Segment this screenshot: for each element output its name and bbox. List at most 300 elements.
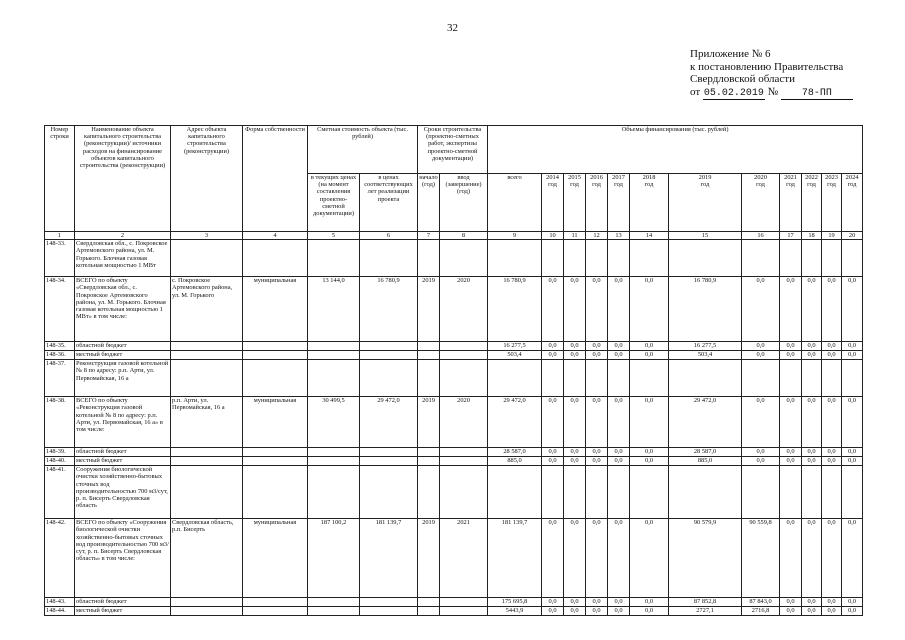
table-row: [45, 466, 863, 519]
year-value-cell: 0,0: [780, 342, 802, 351]
row-number-cell: 148-44.: [45, 607, 75, 616]
end-year-cell: [440, 598, 488, 607]
year-value-cell: [742, 360, 780, 397]
year-value-cell: 0,0: [564, 607, 586, 616]
year-value-cell: 87 843,0: [742, 598, 780, 607]
cost-current-cell: [308, 457, 360, 466]
year-value-cell: 0,0: [822, 519, 842, 598]
year-value-cell: 0,0: [608, 277, 630, 342]
header-estimated-cost: Сметная стоимость объекта (тыс. рублей): [308, 126, 418, 174]
column-number: 1: [45, 232, 75, 240]
year-value-cell: [802, 360, 822, 397]
cost-forecast-cell: [360, 342, 418, 351]
year-value-cell: 0,0: [586, 448, 608, 457]
header-year: 2023 год: [822, 174, 842, 232]
year-value-cell: 0,0: [802, 277, 822, 342]
object-name-cell: Реконструкция газовой котельной № 8 по адресу: р.п. Арти, ул. Первомайская, 16 а: [75, 360, 171, 397]
ownership-cell: [243, 351, 308, 360]
cost-forecast-cell: [360, 448, 418, 457]
year-value-cell: [630, 360, 669, 397]
cost-forecast-cell: 29 472,0: [360, 397, 418, 448]
end-year-cell: [440, 607, 488, 616]
year-value-cell: [742, 466, 780, 519]
address-cell: [171, 607, 243, 616]
start-year-cell: [418, 598, 440, 607]
address-cell: [171, 448, 243, 457]
year-value-cell: 0,0: [802, 397, 822, 448]
year-value-cell: [742, 240, 780, 277]
year-value-cell: 0,0: [564, 277, 586, 342]
cost-current-cell: 30 499,5: [308, 397, 360, 448]
end-year-cell: 2021: [440, 519, 488, 598]
year-value-cell: 87 852,8: [669, 598, 742, 607]
year-value-cell: 0,0: [780, 397, 802, 448]
year-value-cell: [608, 240, 630, 277]
year-value-cell: [542, 466, 564, 519]
year-value-cell: 0,0: [586, 457, 608, 466]
header-row-number: Номер строки: [45, 126, 75, 232]
cost-current-cell: [308, 351, 360, 360]
year-value-cell: 0,0: [630, 598, 669, 607]
row-number-cell: 148-43.: [45, 598, 75, 607]
row-number-cell: 148-41.: [45, 466, 75, 519]
header-year: 2015 год: [564, 174, 586, 232]
start-year-cell: 2019: [418, 277, 440, 342]
cost-current-cell: [308, 240, 360, 277]
header-cost-current: в текущих ценах (на момент составления проектно-сметной документации): [308, 174, 360, 232]
year-value-cell: 0,0: [542, 397, 564, 448]
table-row: [45, 397, 863, 448]
year-value-cell: 0,0: [542, 351, 564, 360]
year-value-cell: [564, 240, 586, 277]
column-number: 6: [360, 232, 418, 240]
year-value-cell: 0,0: [608, 519, 630, 598]
year-value-cell: 16 277,5: [669, 342, 742, 351]
row-number-cell: 148-42.: [45, 519, 75, 598]
year-value-cell: 0,0: [780, 598, 802, 607]
year-value-cell: 0,0: [780, 607, 802, 616]
cost-forecast-cell: [360, 360, 418, 397]
end-year-cell: [440, 240, 488, 277]
year-value-cell: 0,0: [822, 457, 842, 466]
table-row: [45, 351, 863, 360]
end-year-cell: 2020: [440, 397, 488, 448]
year-value-cell: [780, 466, 802, 519]
year-value-cell: [608, 466, 630, 519]
cost-current-cell: [308, 466, 360, 519]
table-row: [45, 598, 863, 607]
total-cell: 503,4: [488, 351, 542, 360]
year-value-cell: 0,0: [802, 457, 822, 466]
total-cell: [488, 240, 542, 277]
year-value-cell: 0,0: [802, 448, 822, 457]
column-number: 16: [742, 232, 780, 240]
year-value-cell: 0,0: [780, 277, 802, 342]
appendix-number: 78-ПП: [781, 89, 853, 100]
year-value-cell: 0,0: [742, 277, 780, 342]
year-value-cell: 0,0: [564, 598, 586, 607]
total-cell: 175 695,8: [488, 598, 542, 607]
ownership-cell: [243, 360, 308, 397]
header-object-name: Наименование объекта капитального строительства (реконструкции)/ источники расходов на финансирование объектов капитального строительства (реконструкции): [75, 126, 171, 232]
header-year: 2014 год: [542, 174, 564, 232]
total-cell: [488, 466, 542, 519]
year-value-cell: 0,0: [542, 519, 564, 598]
appendix-number-sign: №: [767, 85, 779, 98]
ownership-cell: [243, 448, 308, 457]
cost-current-cell: [308, 607, 360, 616]
year-value-cell: [822, 360, 842, 397]
column-numbers-row: [45, 232, 863, 240]
end-year-cell: [440, 351, 488, 360]
start-year-cell: [418, 457, 440, 466]
year-value-cell: 2716,8: [742, 607, 780, 616]
financing-table: [44, 125, 863, 616]
year-value-cell: [842, 466, 863, 519]
year-value-cell: 0,0: [842, 397, 863, 448]
appendix-date: 05.02.2019: [703, 87, 764, 99]
header-total: всего: [488, 174, 542, 232]
object-name-cell: Сооружения биологической очистки хозяйственно-бытовых сточных вод производительностью 700 м3/сут, р. п. Бисерть Свердловская область: [75, 466, 171, 519]
year-value-cell: [822, 240, 842, 277]
column-number: 10: [542, 232, 564, 240]
table-row: [45, 240, 863, 277]
object-name-cell: ВСЕГО по объекту «Сооружения биологической очистки хозяйственно-бытовых сточных вод производительностью 700 м3/сут, р. п. Бисерть Свердловская область» в том числе:: [75, 519, 171, 598]
year-value-cell: 0,0: [630, 351, 669, 360]
end-year-cell: [440, 466, 488, 519]
end-year-cell: 2020: [440, 277, 488, 342]
year-value-cell: 0,0: [842, 607, 863, 616]
year-value-cell: [542, 360, 564, 397]
year-value-cell: 0,0: [608, 397, 630, 448]
year-value-cell: 0,0: [780, 519, 802, 598]
year-value-cell: 0,0: [586, 607, 608, 616]
header-year: 2017 год: [608, 174, 630, 232]
year-value-cell: 90 559,8: [742, 519, 780, 598]
year-value-cell: 0,0: [842, 598, 863, 607]
column-number: 13: [608, 232, 630, 240]
year-value-cell: 0,0: [630, 397, 669, 448]
table-row: [45, 448, 863, 457]
year-value-cell: 0,0: [586, 342, 608, 351]
year-value-cell: 0,0: [822, 448, 842, 457]
column-number: 8: [440, 232, 488, 240]
start-year-cell: [418, 466, 440, 519]
object-name-cell: областной бюджет: [75, 448, 171, 457]
object-name-cell: ВСЕГО по объекту «Свердловская обл., с. Покровское Артемовского района, ул. М. Горького. Блочная газовая котельная мощностью 1 МВт» в том числе:: [75, 277, 171, 342]
year-value-cell: [842, 240, 863, 277]
year-value-cell: 0,0: [842, 277, 863, 342]
column-number: 11: [564, 232, 586, 240]
year-value-cell: [586, 466, 608, 519]
address-cell: [171, 342, 243, 351]
year-value-cell: 0,0: [842, 342, 863, 351]
ownership-cell: [243, 240, 308, 277]
header-cost-forecast: в ценах соответствующих лет реализации проекта: [360, 174, 418, 232]
year-value-cell: [608, 360, 630, 397]
year-value-cell: 16 780,9: [669, 277, 742, 342]
appendix-line-3: Свердловской области: [690, 73, 795, 85]
header-start: начало (год): [418, 174, 440, 232]
address-cell: [171, 466, 243, 519]
column-number: 4: [243, 232, 308, 240]
column-number: 3: [171, 232, 243, 240]
address-cell: [171, 360, 243, 397]
end-year-cell: [440, 448, 488, 457]
cost-current-cell: 187 100,2: [308, 519, 360, 598]
year-value-cell: [780, 360, 802, 397]
ownership-cell: [243, 598, 308, 607]
year-value-cell: 2727,1: [669, 607, 742, 616]
year-value-cell: 0,0: [542, 277, 564, 342]
year-value-cell: 0,0: [586, 397, 608, 448]
appendix-line-2: к постановлению Правительства: [690, 60, 844, 73]
cost-forecast-cell: [360, 240, 418, 277]
year-value-cell: 0,0: [542, 448, 564, 457]
year-value-cell: 0,0: [564, 457, 586, 466]
start-year-cell: [418, 351, 440, 360]
year-value-cell: 0,0: [586, 519, 608, 598]
year-value-cell: 0,0: [802, 519, 822, 598]
year-value-cell: 0,0: [822, 598, 842, 607]
year-value-cell: 0,0: [630, 457, 669, 466]
year-value-cell: 0,0: [608, 342, 630, 351]
object-name-cell: Свердловская обл., с. Покровское Артемовского района, ул. М. Горького. Блочная газовая котельная мощностью 1 МВт: [75, 240, 171, 277]
cost-forecast-cell: [360, 607, 418, 616]
table-row: [45, 360, 863, 397]
year-value-cell: 0,0: [802, 598, 822, 607]
year-value-cell: 0,0: [742, 448, 780, 457]
object-name-cell: местный бюджет: [75, 457, 171, 466]
header-address: Адрес объекта капитального строительства (реконструкции): [171, 126, 243, 232]
year-value-cell: 0,0: [802, 607, 822, 616]
year-value-cell: 0,0: [542, 598, 564, 607]
table-header: [45, 126, 863, 240]
year-value-cell: 0,0: [564, 351, 586, 360]
ownership-cell: [243, 457, 308, 466]
table-body: [45, 240, 863, 616]
end-year-cell: [440, 457, 488, 466]
year-value-cell: [669, 466, 742, 519]
header-year: 2021 год: [780, 174, 802, 232]
column-number: 19: [822, 232, 842, 240]
year-value-cell: 0,0: [608, 607, 630, 616]
year-value-cell: 0,0: [608, 448, 630, 457]
page-number: 32: [447, 22, 458, 34]
table-row: [45, 457, 863, 466]
year-value-cell: 0,0: [608, 598, 630, 607]
header-construction-terms: Сроки строительства (проектно-сметных работ, экспертизы проектно-сметной документации): [418, 126, 488, 174]
start-year-cell: [418, 342, 440, 351]
start-year-cell: [418, 607, 440, 616]
year-value-cell: 29 472,0: [669, 397, 742, 448]
cost-current-cell: [308, 342, 360, 351]
object-name-cell: местный бюджет: [75, 607, 171, 616]
year-value-cell: 0,0: [564, 342, 586, 351]
row-number-cell: 148-38.: [45, 397, 75, 448]
year-value-cell: [669, 360, 742, 397]
header-year: 2018 год: [630, 174, 669, 232]
object-name-cell: областной бюджет: [75, 342, 171, 351]
total-cell: 28 587,0: [488, 448, 542, 457]
table-row: [45, 519, 863, 598]
total-cell: 885,0: [488, 457, 542, 466]
cost-forecast-cell: [360, 598, 418, 607]
year-value-cell: [822, 466, 842, 519]
end-year-cell: [440, 360, 488, 397]
header-financing-volumes: Объемы финансирования (тыс. рублей): [488, 126, 863, 174]
year-value-cell: [586, 360, 608, 397]
header-end: ввод (завершение) (год): [440, 174, 488, 232]
total-cell: 29 472,0: [488, 397, 542, 448]
year-value-cell: 0,0: [780, 351, 802, 360]
cost-current-cell: [308, 360, 360, 397]
year-value-cell: 0,0: [630, 607, 669, 616]
year-value-cell: 503,4: [669, 351, 742, 360]
address-cell: [171, 598, 243, 607]
year-value-cell: 0,0: [586, 277, 608, 342]
year-value-cell: 0,0: [608, 457, 630, 466]
year-value-cell: [802, 466, 822, 519]
year-value-cell: 90 579,9: [669, 519, 742, 598]
year-value-cell: [564, 466, 586, 519]
address-cell: р.п. Арти, ул. Первомайская, 16 а: [171, 397, 243, 448]
year-value-cell: 0,0: [564, 519, 586, 598]
start-year-cell: [418, 360, 440, 397]
address-cell: с. Покровское Артемовского района, ул. М. Горького: [171, 277, 243, 342]
year-value-cell: [669, 240, 742, 277]
appendix-date-line: [690, 86, 853, 100]
total-cell: 16 780,9: [488, 277, 542, 342]
column-number: 9: [488, 232, 542, 240]
column-number: 15: [669, 232, 742, 240]
year-value-cell: 0,0: [586, 598, 608, 607]
year-value-cell: [630, 466, 669, 519]
row-number-cell: 148-37.: [45, 360, 75, 397]
cost-forecast-cell: [360, 457, 418, 466]
year-value-cell: 0,0: [842, 457, 863, 466]
year-value-cell: 885,0: [669, 457, 742, 466]
object-name-cell: областной бюджет: [75, 598, 171, 607]
year-value-cell: [542, 240, 564, 277]
year-value-cell: 0,0: [630, 448, 669, 457]
column-number: 7: [418, 232, 440, 240]
year-value-cell: 0,0: [842, 351, 863, 360]
header-year: 2016 год: [586, 174, 608, 232]
appendix-block: [690, 48, 853, 100]
year-value-cell: 0,0: [822, 607, 842, 616]
cost-current-cell: [308, 448, 360, 457]
year-value-cell: 0,0: [564, 397, 586, 448]
row-number-cell: 148-35.: [45, 342, 75, 351]
cost-forecast-cell: 181 139,7: [360, 519, 418, 598]
table-row: [45, 342, 863, 351]
row-number-cell: 148-39.: [45, 448, 75, 457]
cost-forecast-cell: [360, 351, 418, 360]
column-number: 2: [75, 232, 171, 240]
ownership-cell: муниципальная: [243, 397, 308, 448]
cost-current-cell: [308, 598, 360, 607]
year-value-cell: 0,0: [780, 457, 802, 466]
year-value-cell: 0,0: [822, 351, 842, 360]
column-number: 18: [802, 232, 822, 240]
header-year: 2024 год: [842, 174, 863, 232]
year-value-cell: 0,0: [742, 397, 780, 448]
total-cell: 181 139,7: [488, 519, 542, 598]
year-value-cell: 0,0: [822, 342, 842, 351]
row-number-cell: 148-36.: [45, 351, 75, 360]
start-year-cell: 2019: [418, 519, 440, 598]
column-number: 5: [308, 232, 360, 240]
year-value-cell: [802, 240, 822, 277]
year-value-cell: [564, 360, 586, 397]
year-value-cell: 0,0: [564, 448, 586, 457]
year-value-cell: 0,0: [842, 519, 863, 598]
year-value-cell: [586, 240, 608, 277]
header-ownership: Форма собственности: [243, 126, 308, 232]
total-cell: 16 277,5: [488, 342, 542, 351]
year-value-cell: 0,0: [742, 342, 780, 351]
appendix-prefix: от: [690, 85, 701, 98]
object-name-cell: местный бюджет: [75, 351, 171, 360]
column-number: 20: [842, 232, 863, 240]
ownership-cell: муниципальная: [243, 519, 308, 598]
end-year-cell: [440, 342, 488, 351]
start-year-cell: [418, 240, 440, 277]
year-value-cell: 0,0: [842, 448, 863, 457]
cost-forecast-cell: [360, 466, 418, 519]
ownership-cell: [243, 342, 308, 351]
year-value-cell: 0,0: [822, 277, 842, 342]
cost-current-cell: 13 144,0: [308, 277, 360, 342]
start-year-cell: [418, 448, 440, 457]
address-cell: Свердловская область, р.п. Бисерть: [171, 519, 243, 598]
total-cell: [488, 360, 542, 397]
row-number-cell: 148-34.: [45, 277, 75, 342]
total-cell: 5443,9: [488, 607, 542, 616]
address-cell: [171, 240, 243, 277]
row-number-cell: 148-40.: [45, 457, 75, 466]
year-value-cell: 0,0: [630, 342, 669, 351]
year-value-cell: 0,0: [780, 448, 802, 457]
table-row: [45, 607, 863, 616]
year-value-cell: 0,0: [542, 607, 564, 616]
year-value-cell: 0,0: [802, 342, 822, 351]
ownership-cell: [243, 466, 308, 519]
year-value-cell: 0,0: [586, 351, 608, 360]
year-value-cell: 0,0: [742, 351, 780, 360]
year-value-cell: [630, 240, 669, 277]
ownership-cell: [243, 607, 308, 616]
ownership-cell: муниципальная: [243, 277, 308, 342]
year-value-cell: 0,0: [802, 351, 822, 360]
year-value-cell: 0,0: [542, 342, 564, 351]
year-value-cell: 0,0: [630, 277, 669, 342]
year-value-cell: 0,0: [608, 351, 630, 360]
cost-forecast-cell: 16 780,9: [360, 277, 418, 342]
address-cell: [171, 351, 243, 360]
row-number-cell: 148-33.: [45, 240, 75, 277]
column-number: 14: [630, 232, 669, 240]
year-value-cell: 0,0: [822, 397, 842, 448]
object-name-cell: ВСЕГО по объекту «Реконструкция газовой котельной № 8 по адресу: р.п. Арти, ул. Первомайская, 16 а» в том числе:: [75, 397, 171, 448]
header-year: 2019 год: [669, 174, 742, 232]
start-year-cell: 2019: [418, 397, 440, 448]
header-year: 2020 год: [742, 174, 780, 232]
header-year: 2022 год: [802, 174, 822, 232]
column-number: 12: [586, 232, 608, 240]
column-number: 17: [780, 232, 802, 240]
